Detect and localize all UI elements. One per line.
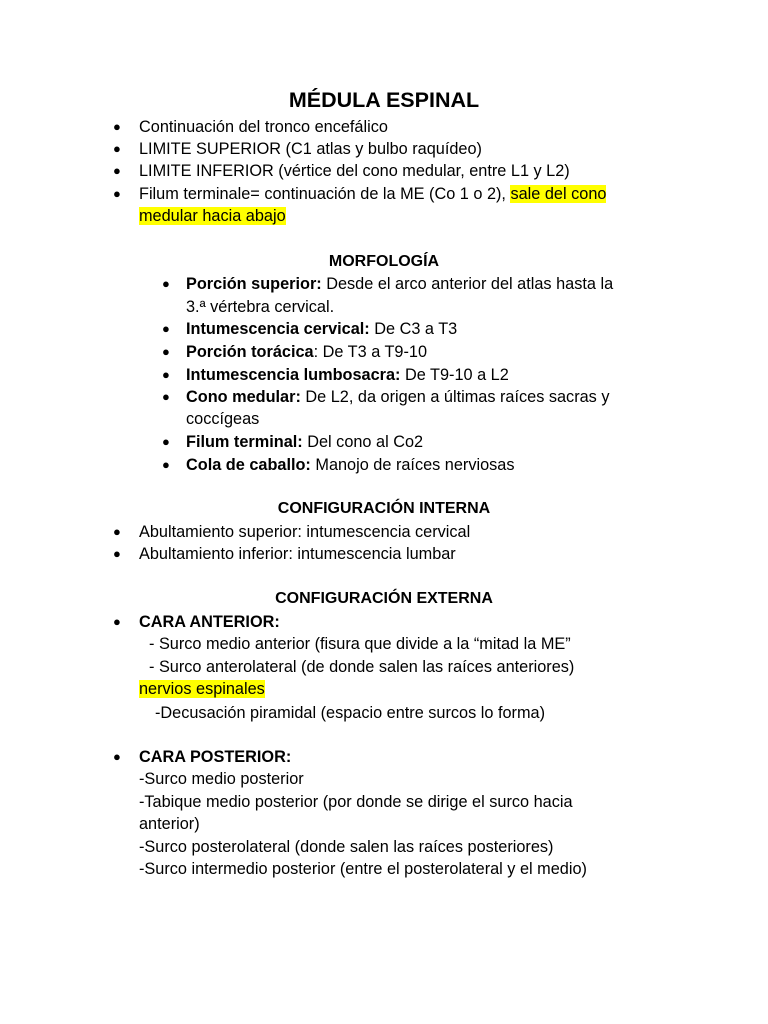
bullet-icon: ● bbox=[113, 141, 121, 156]
intro-item: LIMITE INFERIOR (vértice del cono medular, entre L1 y L2) bbox=[139, 162, 570, 180]
intro-item: LIMITE SUPERIOR (C1 atlas y bulbo raquídeo) bbox=[139, 140, 482, 158]
morfologia-item bbox=[186, 364, 509, 386]
item-label: Porción superior: bbox=[186, 275, 322, 293]
bullet-icon: ● bbox=[113, 186, 121, 201]
config-interna-item: Abultamiento inferior: intumescencia lumbar bbox=[139, 545, 456, 563]
item-label: Cola de caballo: bbox=[186, 456, 311, 474]
config-interna-item: Abultamiento superior: intumescencia cervical bbox=[139, 523, 471, 541]
cara-anterior-line bbox=[139, 678, 265, 700]
highlighted-text: nervios espinales bbox=[139, 680, 265, 698]
item-text: Del cono al Co2 bbox=[302, 433, 424, 451]
item-label: Porción torácica bbox=[186, 343, 314, 361]
section-heading-config-interna: CONFIGURACIÓN INTERNA bbox=[277, 500, 491, 517]
item-label: Intumescencia cervical: bbox=[186, 320, 370, 338]
cara-anterior-line: - Surco anterolateral (de donde salen las raíces anteriores) bbox=[149, 658, 575, 676]
morfologia-item bbox=[186, 273, 613, 295]
cara-posterior-line: -Tabique medio posterior (por donde se dirige el surco hacia bbox=[139, 793, 573, 811]
cara-anterior-line: -Decusación piramidal (espacio entre surcos lo forma) bbox=[155, 704, 546, 722]
item-text: : De T3 a T9-10 bbox=[313, 343, 428, 361]
bullet-icon: ● bbox=[113, 119, 121, 134]
section-heading-morfologia: MORFOLOGÍA bbox=[328, 253, 440, 270]
intro-item-filum-continued bbox=[139, 205, 286, 227]
morfologia-item bbox=[186, 454, 514, 476]
item-label: Intumescencia lumbosacra: bbox=[186, 366, 401, 384]
bullet-icon: ● bbox=[162, 276, 170, 291]
bullet-icon: ● bbox=[113, 524, 121, 539]
morfologia-item-continued: 3.ª vértebra cervical. bbox=[186, 298, 335, 316]
bullet-icon: ● bbox=[113, 749, 121, 764]
highlighted-text: medular hacia abajo bbox=[139, 207, 286, 225]
morfologia-item-continued: coccígeas bbox=[186, 410, 260, 428]
bullet-icon: ● bbox=[113, 546, 121, 561]
item-text: De C3 a T3 bbox=[369, 320, 458, 338]
item-label: Filum terminal: bbox=[186, 433, 303, 451]
morfologia-item bbox=[186, 341, 427, 363]
morfologia-item bbox=[186, 431, 423, 453]
cara-posterior-line: -Surco medio posterior bbox=[139, 770, 304, 788]
cara-anterior-line: - Surco medio anterior (fisura que divide a la “mitad la ME” bbox=[149, 635, 571, 653]
bullet-icon: ● bbox=[162, 321, 170, 336]
highlighted-text: sale del cono bbox=[510, 185, 607, 203]
cara-posterior-line: anterior) bbox=[139, 815, 200, 833]
bullet-icon: ● bbox=[162, 389, 170, 404]
intro-item-filum bbox=[139, 183, 606, 205]
bullet-icon: ● bbox=[113, 163, 121, 178]
bullet-icon: ● bbox=[162, 367, 170, 382]
intro-item: Continuación del tronco encefálico bbox=[139, 118, 388, 136]
bullet-icon: ● bbox=[162, 457, 170, 472]
morfologia-item bbox=[186, 318, 457, 340]
item-text: Manojo de raíces nerviosas bbox=[310, 456, 515, 474]
section-heading-config-externa: CONFIGURACIÓN EXTERNA bbox=[275, 590, 493, 607]
cara-posterior-line: -Surco intermedio posterior (entre el posterolateral y el medio) bbox=[139, 860, 587, 878]
morfologia-item bbox=[186, 386, 609, 408]
bullet-icon: ● bbox=[162, 434, 170, 449]
cara-anterior-label: CARA ANTERIOR: bbox=[139, 613, 280, 631]
item-text: De T9-10 a L2 bbox=[400, 366, 509, 384]
cara-posterior-line: -Surco posterolateral (donde salen las raíces posteriores) bbox=[139, 838, 554, 856]
bullet-icon: ● bbox=[113, 614, 121, 629]
item-text: De L2, da origen a últimas raíces sacras y bbox=[300, 388, 610, 406]
page-title: MÉDULA ESPINAL bbox=[288, 88, 480, 112]
bullet-icon: ● bbox=[162, 344, 170, 359]
cara-posterior-label: CARA POSTERIOR: bbox=[139, 748, 292, 766]
filum-text: Filum terminale= continuación de la ME (Co 1 o 2), bbox=[139, 185, 511, 203]
item-label: Cono medular: bbox=[186, 388, 301, 406]
item-text: Desde el arco anterior del atlas hasta la bbox=[321, 275, 614, 293]
